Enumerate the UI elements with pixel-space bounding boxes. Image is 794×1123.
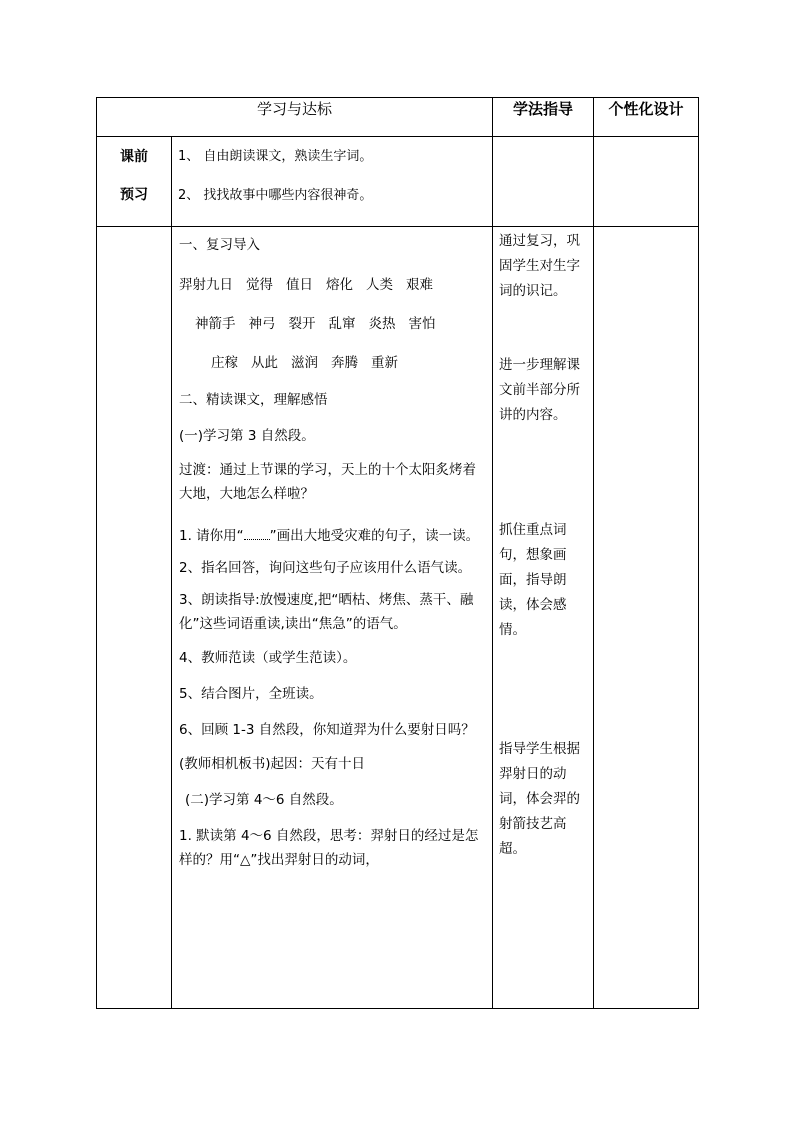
word: 神弓 — [248, 316, 276, 332]
preview-row — [97, 137, 699, 227]
method-note-2: 进一步理解课文前半部分所讲的内容。 — [499, 357, 581, 423]
preview-content — [172, 137, 493, 227]
word: 裂开 — [288, 316, 316, 332]
lesson-plan-table — [96, 97, 699, 1009]
wavy-underline-mark — [244, 533, 270, 540]
main-design-cell — [594, 227, 699, 1009]
section-close-read-title: 二、精读课文，理解感悟 — [179, 392, 328, 408]
method-note-4: 指导学生根据羿射日的动词，体会羿的射箭技艺高超。 — [499, 741, 581, 857]
method-guide-cell — [493, 227, 594, 1009]
word: 熔化 — [326, 277, 353, 293]
question-1 — [179, 524, 488, 548]
preview-label-line2: 预习 — [120, 187, 148, 203]
question-6: 6、回顾 1-3 自然段，你知道羿为什么要射日吗？ — [179, 722, 475, 738]
main-label-cell — [97, 227, 172, 1009]
word: 从此 — [251, 355, 278, 371]
subsection-para3-title: (一)学习第 3 自然段。 — [179, 428, 315, 444]
question-4: 4、教师范读（或学生范读）。 — [179, 650, 357, 666]
word-row-1 — [179, 273, 488, 297]
word: 艰难 — [406, 277, 433, 293]
word: 觉得 — [246, 277, 273, 293]
header-personal-design: 个性化设计 — [594, 98, 699, 137]
preview-label-line1: 课前 — [120, 149, 148, 165]
word: 值日 — [286, 277, 313, 293]
preview-item-1: 1、 自由朗读课文，熟读生字词。 — [178, 149, 373, 164]
word: 庄稼 — [211, 355, 238, 371]
header-study-goals: 学习与达标 — [97, 98, 493, 137]
word: 滋润 — [291, 355, 318, 371]
question-5: 5、结合图片，全班读。 — [179, 686, 323, 702]
word-row-3 — [179, 351, 488, 375]
preview-item-2: 2、 找找故事中哪些内容很神奇。 — [178, 188, 373, 203]
subsection-para4-6-title: (二)学习第 4～6 自然段。 — [185, 792, 343, 808]
word-row-2 — [179, 312, 488, 336]
word: 人类 — [366, 277, 393, 293]
transition-text: 过渡：通过上节课的学习，天上的十个太阳炙烤着大地，大地怎么样啦？ — [179, 462, 476, 502]
section-review-title: 一、复习导入 — [179, 237, 260, 253]
question-1-pre: 1. 请你用“ — [179, 528, 244, 544]
word: 奔腾 — [331, 355, 358, 371]
header-method-guide: 学法指导 — [493, 98, 594, 137]
header-row — [97, 98, 699, 137]
word: 乱窜 — [328, 316, 356, 332]
word: 神箭手 — [195, 316, 236, 332]
method-note-3: 抓住重点词句，想象画面，指导朗读，体会感情。 — [499, 522, 567, 638]
question-3: 3、朗读指导:放慢速度,把“晒枯、烤焦、蒸干、融化”这些词语重读,读出“焦急”的语气。 — [179, 592, 474, 632]
main-content — [172, 227, 493, 1009]
word: 害怕 — [408, 316, 436, 332]
main-row — [97, 227, 699, 1009]
question-1-post: ”画出大地受灾难的句子，读一读。 — [269, 528, 480, 544]
preview-method-cell — [493, 137, 594, 227]
word: 重新 — [371, 355, 398, 371]
word: 炎热 — [368, 316, 396, 332]
question-8: 1. 默读第 4～6 自然段，思考：羿射日的经过是怎样的？用“△”找出羿射日的动词， — [179, 828, 479, 868]
question-7: (教师相机板书)起因：天有十日 — [179, 756, 366, 772]
word: 羿射九日 — [179, 277, 233, 293]
method-note-1: 通过复习，巩固学生对生字词的识记。 — [499, 233, 581, 299]
question-2: 2、指名回答，询问这些句子应该用什么语气读。 — [179, 560, 472, 576]
preview-label — [97, 137, 172, 227]
preview-design-cell — [594, 137, 699, 227]
